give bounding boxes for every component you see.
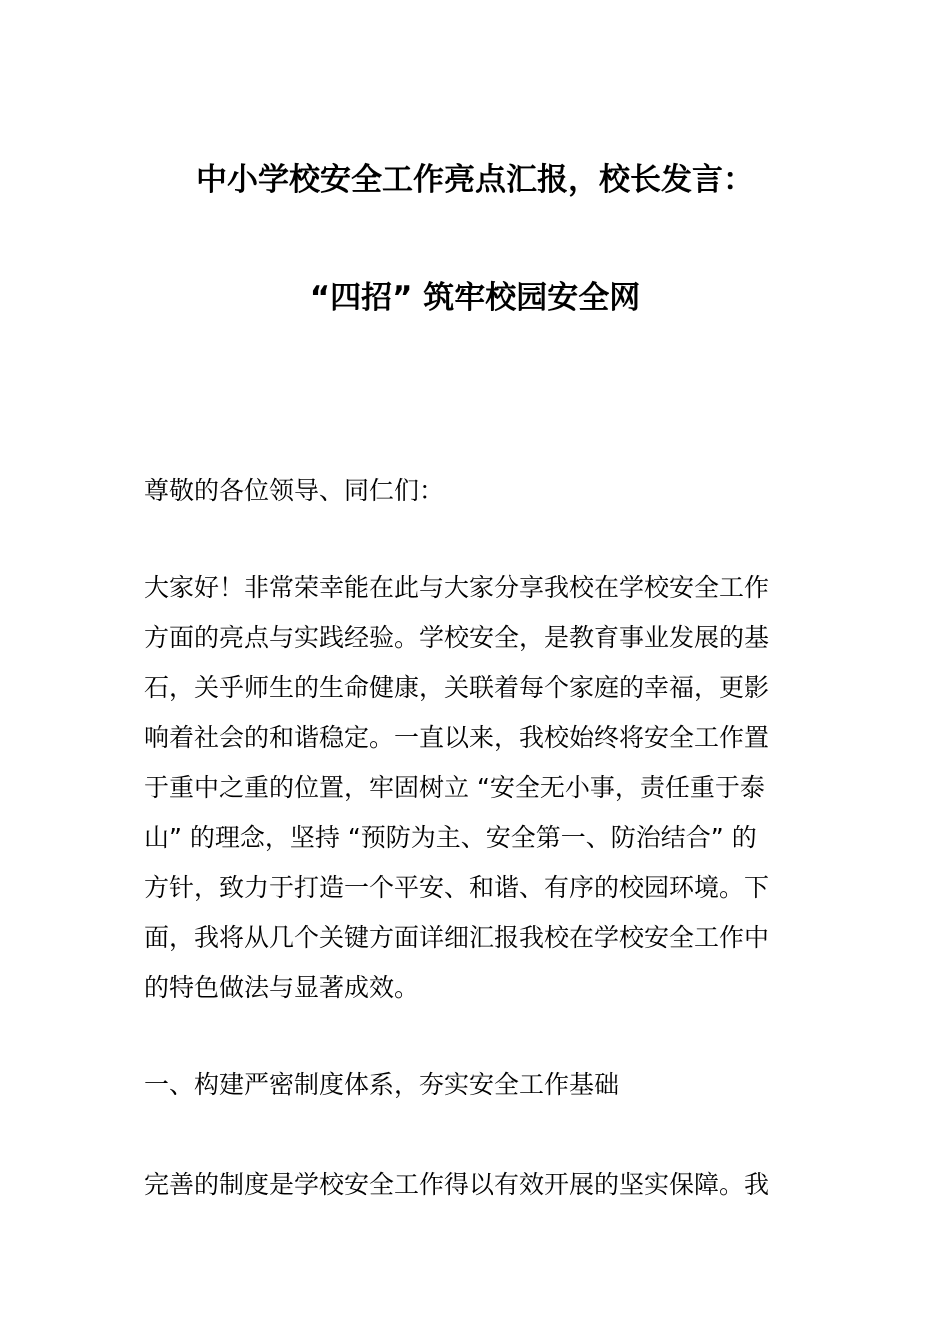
salutation: 尊敬的各位领导、同仁们： [144,476,445,505]
paragraph-line: 山” 的理念，坚持 “预防为主、安全第一、防治结合” 的 [144,823,757,852]
paragraph-line: 面，我将从几个关键方面详细汇报我校在学校安全工作中 [144,923,770,952]
paragraph-line: 方面的亮点与实践经验。学校安全，是教育事业发展的基 [144,623,770,652]
paragraph-intro [144,563,806,1013]
paragraph-line: 石，关乎师生的生命健康，关联着每个家庭的幸福，更影 [144,673,770,702]
paragraph-line: 方针，致力于打造一个平安、和谐、有序的校园环境。下 [144,873,770,902]
paragraph-line: 大家好！非常荣幸能在此与大家分享我校在学校安全工作 [144,573,770,602]
paragraph-line: 完善的制度是学校安全工作得以有效开展的坚实保障。我 [144,1170,770,1199]
paragraph-line: 的特色做法与显著成效。 [144,973,420,1002]
section-heading-1: 一、构建严密制度体系，夯实安全工作基础 [144,1070,620,1099]
paragraph-section-1 [144,1160,806,1210]
document-title-line-1: 中小学校安全工作亮点汇报，校长发言： [196,162,754,198]
paragraph-line: 于重中之重的位置，牢固树立 “安全无小事，责任重于泰 [144,773,765,802]
paragraph-line: 响着社会的和谐稳定。一直以来，我校始终将安全工作置 [144,723,770,752]
document-title-line-2: “四招” 筑牢校园安全网 [309,280,641,316]
